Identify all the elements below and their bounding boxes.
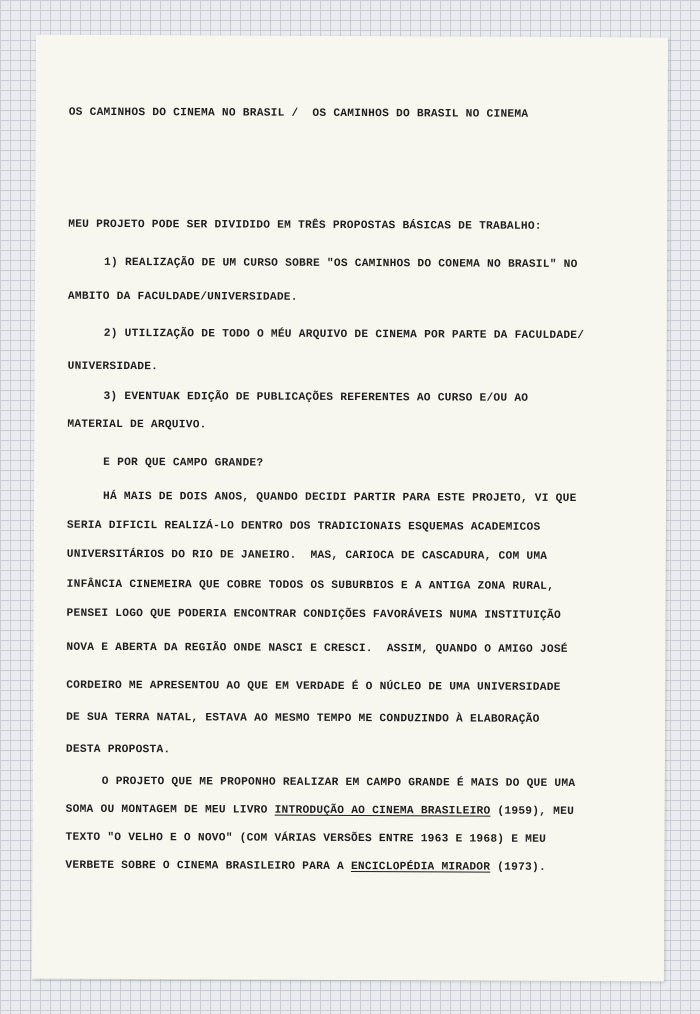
para-2-text: (1959), MEU [490, 805, 575, 818]
para-2-line-3: TEXTO "O VELHO E O NOVO" (COM VÁRIAS VERSÕES ENTRE 1963 E 1968) E MEU [65, 831, 547, 846]
encyclopedia-title-underlined: ENCICLOPÉDIA MIRADOR [350, 861, 491, 874]
intro-line: MEU PROJETO PODE SER DIVIDIDO EM TRÊS PROPOSTAS BÁSICAS DE TRABALHO: [68, 218, 542, 233]
para-2-text: VERBETE SOBRE O CINEMA BRASILEIRO PARA A [65, 859, 351, 874]
para-1-line: NOVA E ABERTA DA REGIÃO ONDE NASCI E CRESCI. ASSIM, QUANDO O AMIGO JOSÉ [66, 641, 568, 656]
para-1-line: UNIVERSITÁRIOS DO RIO DE JANEIRO. MAS, CARIOCA DE CASCADURA, COM UMA [66, 548, 548, 563]
item-1-line-2: AMBITO DA FACULDADE/UNIVERSIDADE. [67, 290, 298, 304]
para-2-line-1: O PROJETO QUE ME PROPONHO REALIZAR EM CAMPO GRANDE É MAIS DO QUE UMA [101, 775, 576, 790]
typewritten-page [32, 35, 668, 982]
book-title-underlined: INTRODUÇÃO AO CINEMA BRASILEIRO [274, 804, 491, 818]
para-2-text: (1973). [490, 861, 546, 874]
para-2-text: SOMA OU MONTAGEM DE MEU LIVRO [65, 803, 275, 817]
para-1-line: HÁ MAIS DE DOIS ANOS, QUANDO DECIDI PARTIR PARA ESTE PROJETO, VI QUE [103, 490, 577, 505]
para-1-line: PENSEI LOGO QUE PODERIA ENCONTRAR CONDIÇÕES FAVORÁVEIS NUMA INSTITUIÇÃO [66, 607, 561, 622]
para-1-line: DE SUA TERRA NATAL, ESTAVA AO MESMO TEMPO ME CONDUZINDO À ELABORAÇÃO [66, 711, 540, 726]
item-3-line-2: MATERIAL DE ARQUIVO. [67, 418, 207, 432]
item-2-line-2: UNIVERSIDADE. [67, 360, 159, 374]
question-line: E POR QUE CAMPO GRANDE? [103, 456, 264, 470]
para-2-line-2 [66, 804, 574, 818]
item-2-line-1: 2) UTILIZAÇÃO DE TODO O MÉU ARQUIVO DE CINEMA POR PARTE DA FACULDADE/ [103, 327, 585, 343]
para-1-line: SERIA DIFICIL REALIZÁ-LO DENTRO DOS TRADICIONAIS ESQUEMAS ACADEMICOS [66, 519, 541, 534]
para-1-line: INFÂNCIA CINEMEIRA QUE COBRE TODOS OS SUBURBIOS E A ANTIGA ZONA RURAL, [66, 578, 555, 593]
para-1-line: CORDEIRO ME APRESENTOU AO QUE EM VERDADE É O NÚCLEO DE UMA UNIVERSIDADE [66, 679, 561, 694]
document-title: OS CAMINHOS DO CINEMA NO BRASIL / OS CAMINHOS DO BRASIL NO CINEMA [68, 106, 529, 121]
item-1-line-1: 1) REALIZAÇÃO DE UM CURSO SOBRE "OS CAMINHOS DO CONEMA NO BRASIL" NO [104, 256, 578, 271]
item-3-line-1: 3) EVENTUAK EDIÇÃO DE PUBLICAÇÕES REFERENTES AO CURSO E/OU AO [103, 390, 529, 405]
para-1-line: DESTA PROPOSTA. [65, 743, 171, 757]
para-2-line-4 [65, 860, 546, 874]
